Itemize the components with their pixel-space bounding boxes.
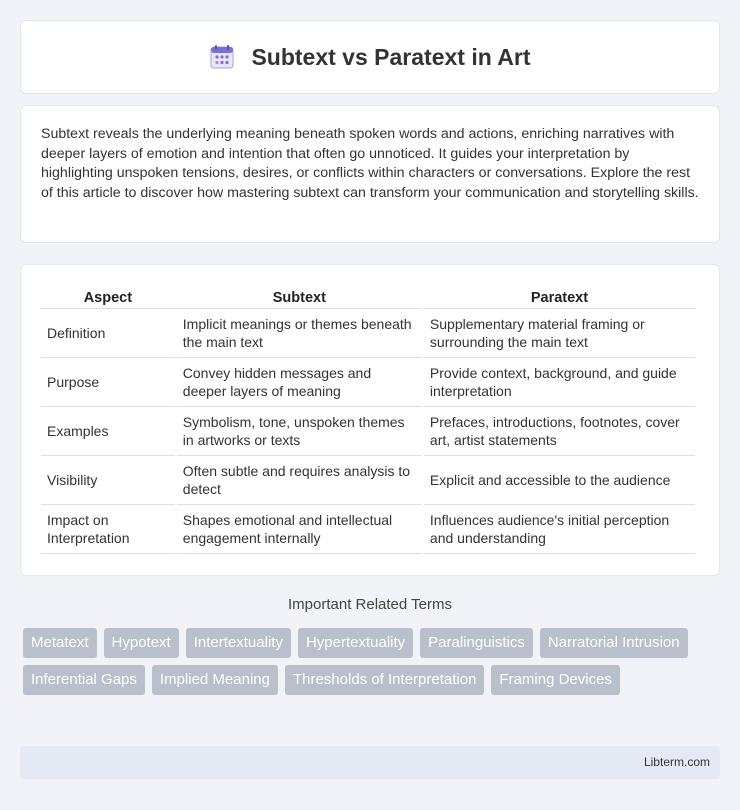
row-paratext: Prefaces, introductions, footnotes, cover art, artist statements xyxy=(424,407,695,456)
tag-implied-meaning[interactable]: Implied Meaning xyxy=(152,665,278,695)
row-aspect: Purpose xyxy=(41,358,175,407)
calendar-grid-icon xyxy=(209,44,235,70)
row-subtext: Symbolism, tone, unspoken themes in artworks or texts xyxy=(177,407,422,456)
footer xyxy=(20,746,720,779)
page-title: Subtext vs Paratext in Art xyxy=(251,43,531,70)
row-subtext: Often subtle and requires analysis to detect xyxy=(177,456,422,505)
row-subtext: Shapes emotional and intellectual engagement internally xyxy=(177,505,422,554)
row-aspect: Examples xyxy=(41,407,175,456)
row-paratext: Influences audience's initial perception and understanding xyxy=(424,505,695,554)
tag-thresholds-of-interpretation[interactable]: Thresholds of Interpretation xyxy=(285,665,484,695)
table-row xyxy=(41,309,695,358)
footer-site-link[interactable]: Libterm.com xyxy=(643,755,710,769)
table-row xyxy=(41,505,695,554)
row-subtext: Convey hidden messages and deeper layers of meaning xyxy=(177,358,422,407)
tag-inferential-gaps[interactable]: Inferential Gaps xyxy=(23,665,145,695)
header-card xyxy=(20,20,720,94)
table-row xyxy=(41,358,695,407)
tag-hypertextuality[interactable]: Hypertextuality xyxy=(298,628,413,658)
intro-card xyxy=(20,105,720,243)
tag-hypotext[interactable]: Hypotext xyxy=(104,628,179,658)
table-header-row xyxy=(41,285,695,309)
row-paratext: Explicit and accessible to the audience xyxy=(424,456,695,505)
row-aspect: Impact on Interpretation xyxy=(41,505,175,554)
table-row xyxy=(41,407,695,456)
tag-narratorial-intrusion[interactable]: Narratorial Intrusion xyxy=(540,628,688,658)
comparison-table xyxy=(39,285,697,554)
header-aspect: Aspect xyxy=(41,285,175,309)
intro-paragraph: Subtext reveals the underlying meaning beneath spoken words and actions, enriching narratives with deeper layers of emotion and intention that often go unnoticed. It guides your interpretation by highlighting unspoken tensions, desires, or conflicts within characters or conversations. Explore the rest of this article to discover how mastering subtext can transform your communication and storytelling skills. xyxy=(41,126,699,201)
header-paratext: Paratext xyxy=(424,285,695,309)
row-subtext: Implicit meanings or themes beneath the main text xyxy=(177,309,422,358)
table-row xyxy=(41,456,695,505)
row-aspect: Definition xyxy=(41,309,175,358)
header-subtext: Subtext xyxy=(177,285,422,309)
row-aspect: Visibility xyxy=(41,456,175,505)
row-paratext: Provide context, background, and guide interpretation xyxy=(424,358,695,407)
tag-intertextuality[interactable]: Intertextuality xyxy=(186,628,291,658)
tag-paralinguistics[interactable]: Paralinguistics xyxy=(420,628,533,658)
related-terms-list xyxy=(23,628,703,702)
related-terms-title: Important Related Terms xyxy=(288,596,452,613)
tag-framing-devices[interactable]: Framing Devices xyxy=(491,665,620,695)
comparison-card xyxy=(20,264,720,576)
tag-metatext[interactable]: Metatext xyxy=(23,628,97,658)
row-paratext: Supplementary material framing or surrounding the main text xyxy=(424,309,695,358)
